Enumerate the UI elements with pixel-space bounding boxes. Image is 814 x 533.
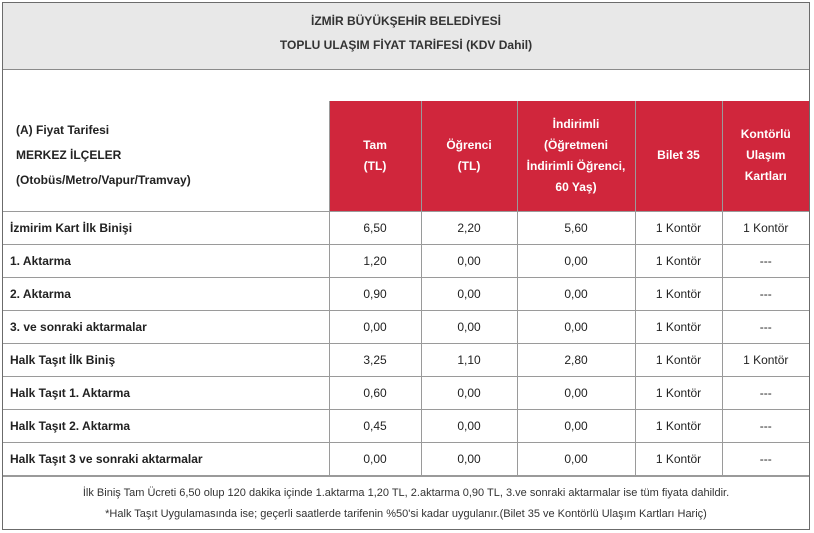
cell-tam: 0,00	[329, 310, 421, 343]
cell-indirimli: 0,00	[517, 376, 635, 409]
cell-ogrenci: 0,00	[421, 442, 517, 475]
row-label: Halk Taşıt İlk Biniş	[3, 343, 329, 376]
col-header-ogrenci	[421, 101, 517, 211]
table-row	[3, 442, 809, 475]
col-header-text: Bilet 35	[657, 148, 700, 163]
col-header-tam	[329, 101, 421, 211]
cell-indirimli: 5,60	[517, 211, 635, 244]
cell-kontorlu: ---	[722, 376, 809, 409]
cell-indirimli: 0,00	[517, 409, 635, 442]
col-header-text: Öğrenci	[446, 137, 492, 152]
row-label: 2. Aktarma	[3, 277, 329, 310]
row-label: Halk Taşıt 3 ve sonraki aktarmalar	[3, 442, 329, 475]
transport-modes: (Otobüs/Metro/Vapur/Tramvay)	[16, 173, 191, 188]
cell-tam: 0,90	[329, 277, 421, 310]
cell-bilet35: 1 Kontör	[635, 442, 722, 475]
cell-ogrenci: 1,10	[421, 343, 517, 376]
cell-bilet35: 1 Kontör	[635, 310, 722, 343]
district-group: MERKEZ İLÇELER	[16, 148, 122, 163]
footnotes	[3, 476, 809, 530]
cell-bilet35: 1 Kontör	[635, 343, 722, 376]
cell-bilet35: 1 Kontör	[635, 244, 722, 277]
table-row	[3, 310, 809, 343]
cell-tam: 0,60	[329, 376, 421, 409]
col-header-bilet35	[635, 101, 722, 211]
footnote-1: İlk Biniş Tam Ücreti 6,50 olup 120 dakika içinde 1.aktarma 1,20 TL, 2.aktarma 0,90 TL, 3.ve sonraki aktarmalar ise tüm fiyata dahildir.	[82, 487, 730, 499]
cell-bilet35: 1 Kontör	[635, 376, 722, 409]
table-row	[3, 211, 809, 244]
title-line-2: TOPLU ULAŞIM FİYAT TARİFESİ (KDV Dahil)	[279, 38, 533, 52]
row-label: İzmirim Kart İlk Binişi	[3, 211, 329, 244]
tariff-category-cell	[3, 101, 329, 211]
document-title	[3, 3, 809, 70]
empty-spacer-row	[3, 70, 809, 102]
table-row	[3, 277, 809, 310]
cell-tam: 0,00	[329, 442, 421, 475]
col-header-kontorlu	[722, 101, 809, 211]
table-row	[3, 244, 809, 277]
cell-kontorlu: 1 Kontör	[722, 343, 809, 376]
cell-ogrenci: 0,00	[421, 376, 517, 409]
cell-ogrenci: 0,00	[421, 244, 517, 277]
col-header-text: Ulaşım	[746, 148, 786, 163]
cell-tam: 1,20	[329, 244, 421, 277]
cell-indirimli: 2,80	[517, 343, 635, 376]
cell-ogrenci: 0,00	[421, 310, 517, 343]
col-header-text: Kartları	[744, 169, 787, 184]
cell-indirimli: 0,00	[517, 277, 635, 310]
col-header-text: (Öğretmeni	[543, 137, 608, 152]
cell-tam: 0,45	[329, 409, 421, 442]
col-header-text: Kontörlü	[740, 127, 791, 142]
col-header-text: İndirimli Öğrenci,	[526, 158, 626, 173]
tariff-table	[3, 101, 809, 476]
row-label: Halk Taşıt 1. Aktarma	[3, 376, 329, 409]
footnote-2: *Halk Taşıt Uygulamasında ise; geçerli saatlerde tarifenin %50'si kadar uygulanır.(Bilet 35 ve Kontörlü Ulaşım Kartları Hariç)	[105, 508, 707, 520]
row-label: 1. Aktarma	[3, 244, 329, 277]
cell-kontorlu: ---	[722, 310, 809, 343]
title-line-1: İZMİR BÜYÜKŞEHİR BELEDİYESİ	[310, 14, 502, 28]
tariff-document	[2, 2, 810, 530]
cell-bilet35: 1 Kontör	[635, 409, 722, 442]
cell-bilet35: 1 Kontör	[635, 277, 722, 310]
col-header-text: (TL)	[457, 158, 481, 173]
cell-ogrenci: 2,20	[421, 211, 517, 244]
cell-kontorlu: ---	[722, 244, 809, 277]
cell-kontorlu: ---	[722, 409, 809, 442]
cell-ogrenci: 0,00	[421, 409, 517, 442]
cell-indirimli: 0,00	[517, 442, 635, 475]
col-header-text: (TL)	[363, 158, 387, 173]
cell-indirimli: 0,00	[517, 310, 635, 343]
cell-bilet35: 1 Kontör	[635, 211, 722, 244]
row-label: Halk Taşıt 2. Aktarma	[3, 409, 329, 442]
cell-indirimli: 0,00	[517, 244, 635, 277]
col-header-text: İndirimli	[552, 116, 600, 131]
table-row	[3, 376, 809, 409]
cell-tam: 3,25	[329, 343, 421, 376]
cell-ogrenci: 0,00	[421, 277, 517, 310]
cell-tam: 6,50	[329, 211, 421, 244]
col-header-text: 60 Yaş)	[555, 179, 597, 194]
col-header-indirimli	[517, 101, 635, 211]
table-row	[3, 409, 809, 442]
cell-kontorlu: ---	[722, 277, 809, 310]
cell-kontorlu: ---	[722, 442, 809, 475]
table-row	[3, 343, 809, 376]
tariff-name: (A) Fiyat Tarifesi	[16, 123, 110, 138]
cell-kontorlu: 1 Kontör	[722, 211, 809, 244]
table-header-row	[3, 101, 809, 211]
col-header-text: Tam	[363, 137, 387, 152]
row-label: 3. ve sonraki aktarmalar	[3, 310, 329, 343]
